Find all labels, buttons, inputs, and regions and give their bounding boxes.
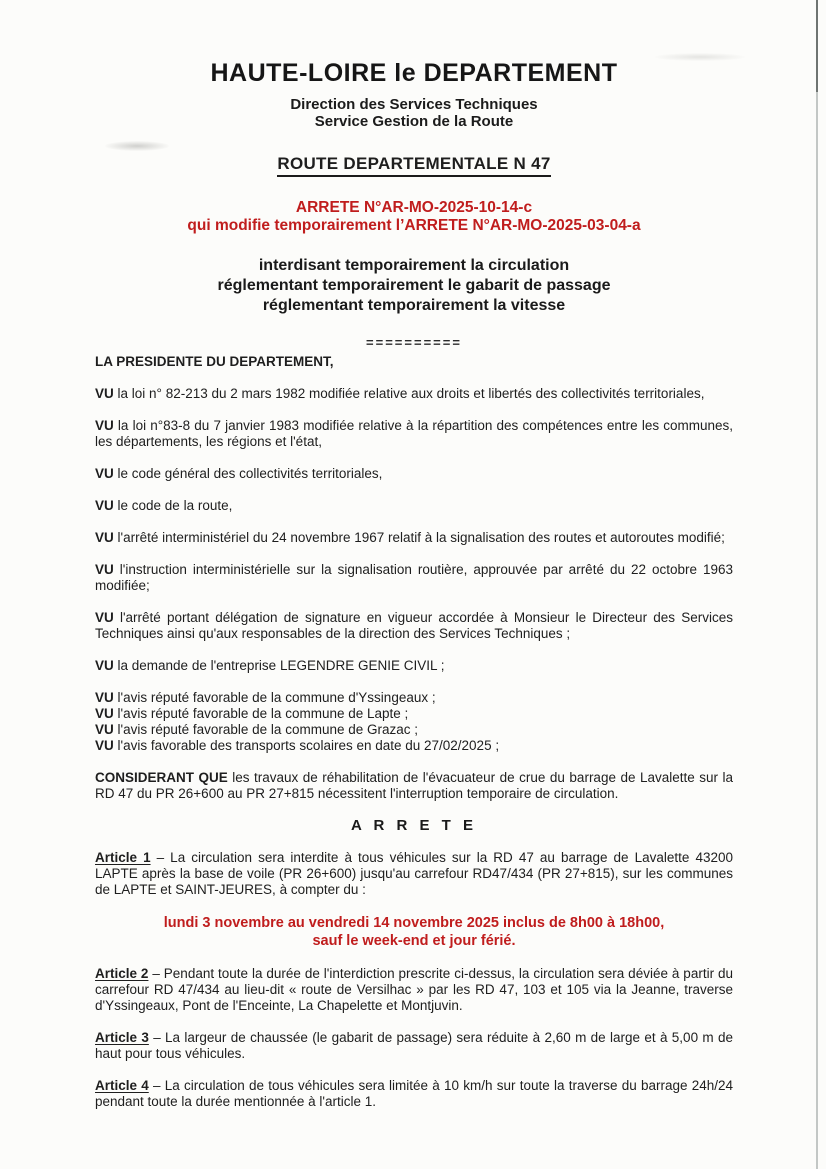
vu-avis-group (95, 690, 733, 754)
department-title: HAUTE-LOIRE le DEPARTEMENT (210, 59, 618, 87)
vu-prefix: VU (95, 562, 114, 577)
vu-paragraph (95, 386, 733, 402)
closure-dates-highlight (95, 914, 733, 950)
vu-text: l'instruction interministérielle sur la signalisation routière, approuvée par arrêté du 22 octobre 1963 modifiée; (95, 562, 733, 593)
road-title: ROUTE DEPARTEMENTALE N 47 (277, 154, 550, 177)
scan-smudge-left (105, 141, 169, 151)
vu-prefix: VU (95, 658, 114, 673)
vu-text: la loi n° 82-213 du 2 mars 1982 modifiée relative aux droits et libertés des collectivités territoriales, (113, 386, 705, 401)
article-3-text: – La largeur de chaussée (le gabarit de passage) sera réduite à 2,60 m de large et à 5,00 m de haut pour tous véhicules. (95, 1030, 734, 1061)
vu-paragraph (95, 738, 733, 754)
vu-prefix: VU (95, 530, 114, 545)
road-title-wrap (95, 154, 733, 177)
article-3-label: Article 3 (95, 1030, 149, 1045)
vu-text: l'arrêté interministériel du 24 novembre 1967 relatif à la signalisation des routes et autoroutes modifié; (113, 530, 725, 545)
vu-prefix: VU (95, 418, 114, 433)
decree-object-line1: interdisant temporairement la circulation (258, 257, 570, 274)
vu-paragraph (95, 562, 733, 594)
article-1 (95, 850, 733, 898)
article-4-label: Article 4 (95, 1078, 149, 1093)
service-subtitle: Service Gestion de la Route (314, 113, 514, 130)
vu-paragraph (95, 610, 733, 642)
decree-object-line3: réglementant temporairement la vitesse (262, 297, 566, 314)
arrete-heading: A R R E T E (351, 817, 477, 834)
vu-text: l'avis réputé favorable de la commune de Grazac ; (113, 722, 418, 737)
vu-text: l'arrêté portant délégation de signature en vigueur accordée à Monsieur le Directeur des Services Techniques ainsi qu'aux responsables de la direction des Services Techniques ; (95, 610, 733, 641)
decree-number-block (95, 199, 733, 235)
vu-prefix: VU (95, 706, 114, 721)
vu-text: le code général des collectivités territoriales, (113, 466, 383, 481)
decree-object-block (95, 256, 733, 316)
article-2-label: Article 2 (95, 966, 149, 981)
vu-text: l'avis réputé favorable de la commune de Lapte ; (113, 706, 409, 721)
closure-dates-line1: lundi 3 novembre au vendredi 14 novembre 2025 inclus de 8h00 à 18h00, (163, 915, 665, 931)
scan-smudge-top-right (655, 53, 745, 61)
vu-text: l'avis réputé favorable de la commune d'Yssingeaux ; (113, 690, 436, 705)
vu-prefix: VU (95, 498, 114, 513)
vu-prefix: VU (95, 690, 114, 705)
vu-paragraph (95, 658, 733, 674)
closure-dates-line2: sauf le week-end et jour férié. (312, 933, 516, 949)
vu-text: l'avis favorable des transports scolaires en date du 27/02/2025 ; (113, 738, 500, 753)
article-1-text: – La circulation sera interdite à tous véhicules sur la RD 47 au barrage de Lavalette 43200 LAPTE après la base de voile (PR 26+600) jusqu'au carrefour RD47/434 (PR 27+815), sur les communes de LAPTE et SAINT-JEURES, à compter du : (95, 850, 733, 897)
considerant-prefix: CONSIDERANT QUE (95, 770, 228, 785)
article-4 (95, 1078, 733, 1110)
vu-prefix: VU (95, 738, 114, 753)
decree-number-line1: ARRETE N°AR-MO-2025-10-14-c (295, 199, 533, 216)
article-2-text: – Pendant toute la durée de l'interdiction prescrite ci-dessus, la circulation sera déviée à partir du carrefour RD 47/434 au lieu-dit « route de Versilhac » par les RD 47, 103 et 105 via la Jeanne, traverse d'Yssingeaux, Pont de l'Enceinte, La Chapelette et Montjuvin. (95, 966, 733, 1013)
vu-paragraph (95, 690, 733, 706)
vu-paragraph (95, 466, 733, 482)
article-3 (95, 1030, 733, 1062)
scan-edge-line (816, 0, 818, 1169)
vu-text: la loi n°83-8 du 7 janvier 1983 modifiée relative à la répartition des compétences entre les communes, les départements, les régions et l'état, (95, 418, 733, 449)
decree-number-line2: qui modifie temporairement l’ARRETE N°AR-MO-2025-03-04-a (187, 217, 641, 234)
vu-paragraph (95, 706, 733, 722)
considerant-paragraph (95, 770, 733, 802)
article-4-text: – La circulation de tous véhicules sera limitée à 10 km/h sur toute la traverse du barrage 24h/24 pendant toute la durée mentionnée à l'article 1. (95, 1078, 733, 1109)
article-1-label: Article 1 (95, 850, 151, 865)
separator-equals: ========== (366, 335, 462, 350)
vu-prefix: VU (95, 722, 114, 737)
vu-prefix: VU (95, 610, 114, 625)
vu-prefix: VU (95, 386, 114, 401)
vu-paragraph (95, 418, 733, 450)
vu-paragraph (95, 722, 733, 738)
vu-prefix: VU (95, 466, 114, 481)
article-2 (95, 966, 733, 1014)
decree-object-line2: réglementant temporairement le gabarit de passage (217, 277, 611, 294)
authority-line: LA PRESIDENTE DU DEPARTEMENT, (95, 354, 334, 369)
vu-paragraph (95, 498, 733, 514)
scan-edge-line-dark-top (816, 0, 818, 92)
vu-text: la demande de l'entreprise LEGENDRE GENIE CIVIL ; (113, 658, 445, 673)
vu-text: le code de la route, (113, 498, 233, 513)
considerant-text: les travaux de réhabilitation de l'évacuateur de crue du barrage de Lavalette sur la RD 47 du PR 26+600 au PR 27+815 nécessitent l'interruption temporaire de circulation. (95, 770, 733, 801)
direction-subtitle: Direction des Services Techniques (290, 96, 538, 113)
vu-paragraph (95, 530, 733, 546)
